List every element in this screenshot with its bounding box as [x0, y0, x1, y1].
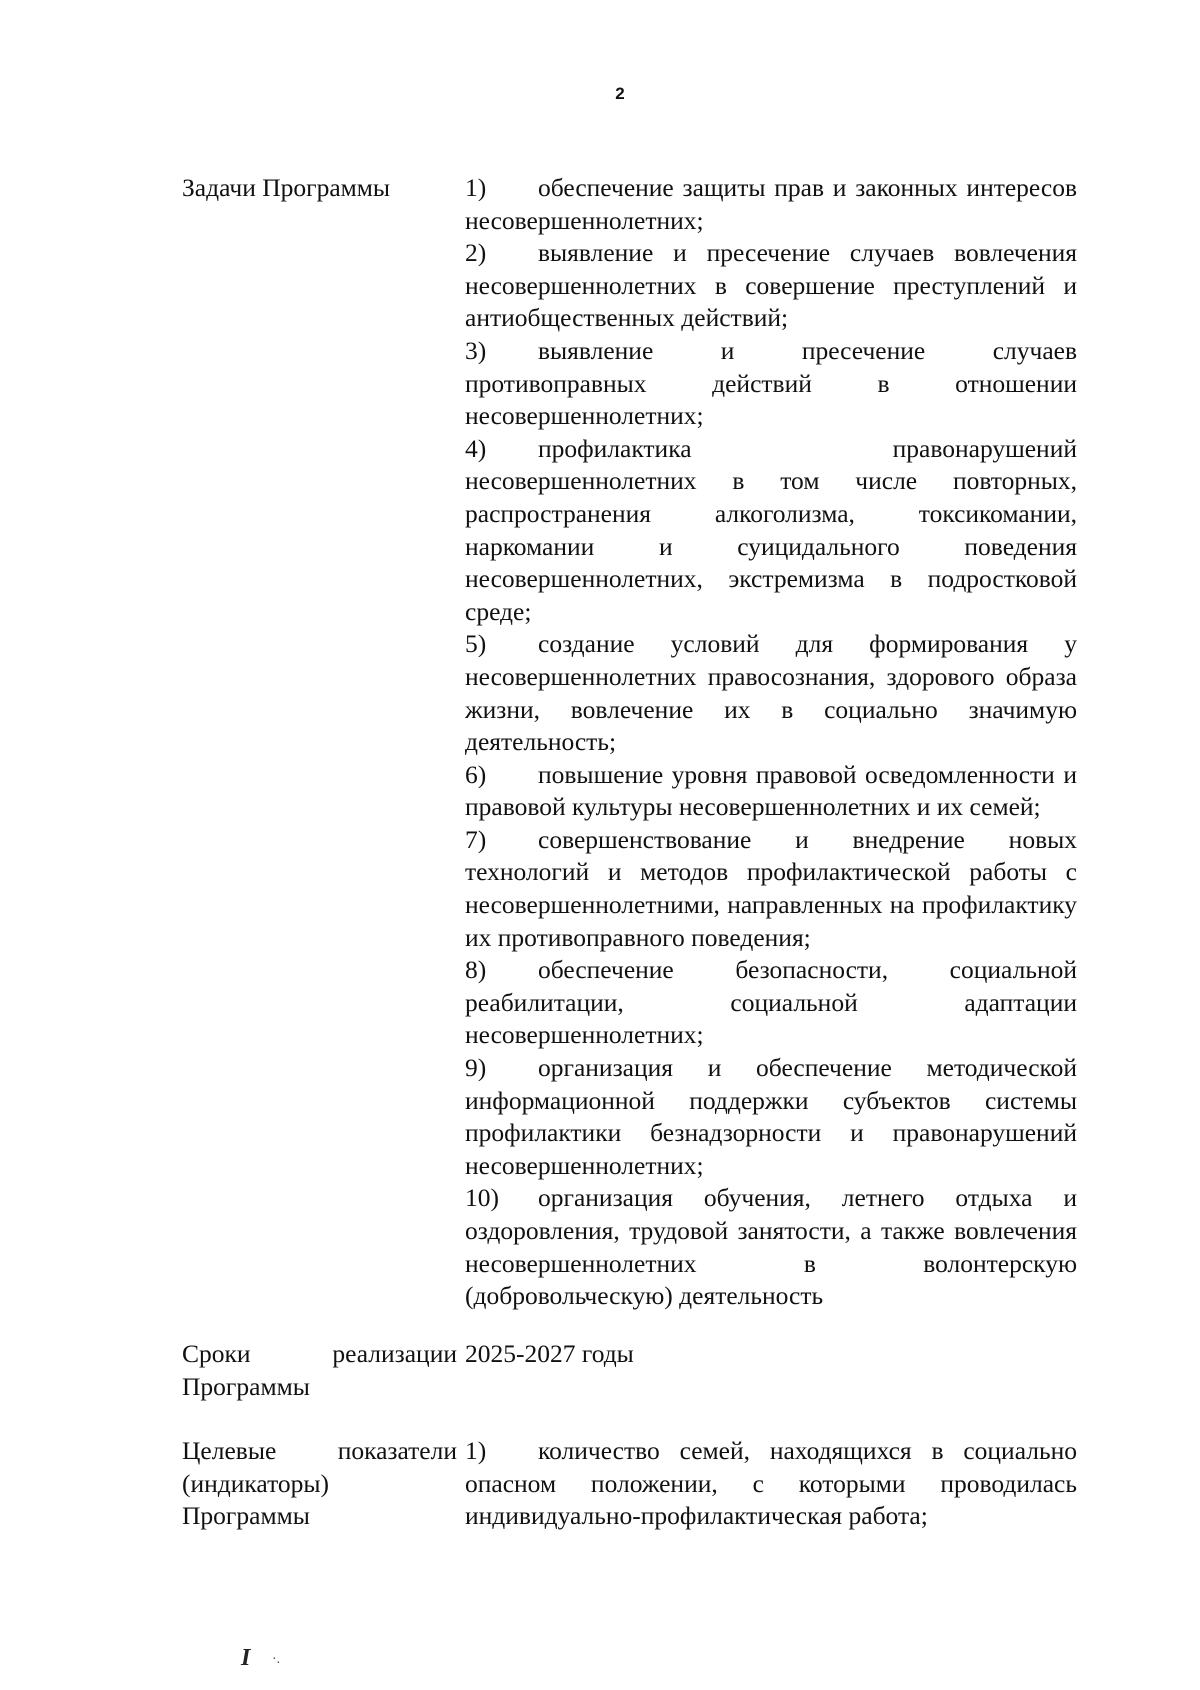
item-number: 7) [465, 824, 487, 854]
list-item [465, 628, 1077, 758]
list-item [465, 237, 1077, 335]
item-text: обеспечение безопасности, социальной реабилитации, социальной адаптации несовершеннолетних; [465, 955, 1077, 1050]
scan-artifact-dots: ·. [272, 1652, 281, 1667]
indicators-label: Целевые показатели (индикаторы) Программы [182, 1436, 457, 1531]
item-text: повышение уровня правовой осведомленности и правовой культуры несовершеннолетних и их семей; [465, 759, 1077, 822]
indicators-section [182, 1435, 1100, 1533]
item-text: обеспечение защиты прав и законных интересов несовершеннолетних; [465, 173, 1077, 235]
tasks-list [465, 172, 1077, 1313]
item-text: организация и обеспечение методической информационной поддержки субъектов системы профилактики безнадзорности и правонарушений несовершеннолетних; [465, 1053, 1077, 1180]
item-text: совершенствование и внедрение новых технологий и методов профилактической работы с несовершеннолетними, направленных на профилактику их противоправного поведения; [465, 824, 1077, 952]
timeline-label: Сроки реализации Программы [182, 1339, 457, 1401]
item-text: профилактика правонарушений несовершеннолетних в том числе повторных, распространения алкоголизма, токсикомании, наркомании и суицидального поведения несовершеннолетних, экстремизма в подростковой среде; [465, 433, 1077, 626]
list-item [465, 172, 1077, 237]
scan-artifact-mark: I [241, 1645, 251, 1671]
item-text: выявление и пресечение случаев вовлечения несовершеннолетних в совершение преступлений и антиобщественных действий; [465, 238, 1077, 333]
list-item [465, 1052, 1077, 1182]
item-number: 8) [465, 955, 487, 985]
page-number: 2 [615, 84, 625, 103]
list-item [465, 759, 1077, 824]
timeline-section [182, 1338, 1100, 1403]
item-number: 1) [465, 1436, 487, 1465]
item-number: 10) [465, 1183, 499, 1213]
tasks-section [182, 172, 1100, 1313]
tasks-label: Задачи Программы [182, 173, 391, 202]
item-number: 6) [465, 759, 487, 789]
item-text: количество семей, находящихся в социально опасном положении, с которыми проводилась индивидуально-профилактическая работа; [465, 1436, 1077, 1531]
item-number: 2) [465, 238, 487, 268]
item-number: 9) [465, 1053, 487, 1083]
item-text: создание условий для формирования у несовершеннолетних правосознания, здорового образа жизни, вовлечение их в социально значимую деятельность; [465, 629, 1077, 757]
item-number: 1) [465, 173, 487, 202]
item-number: 3) [465, 335, 487, 365]
list-item [465, 1435, 1077, 1533]
indicators-list [465, 1435, 1077, 1533]
item-text: организация обучения, летнего отдыха и оздоровления, трудовой занятости, а также вовлечения несовершеннолетних в волонтерскую (добровольческую) деятельность [465, 1183, 1077, 1311]
timeline-value: 2025-2027 годы [465, 1339, 634, 1368]
item-number: 5) [465, 629, 487, 659]
item-number: 4) [465, 433, 487, 463]
list-item [465, 335, 1077, 433]
list-item [465, 1182, 1077, 1312]
list-item [465, 433, 1077, 629]
item-text: выявление и пресечение случаев противоправных действий в отношении несовершеннолетних; [465, 335, 1077, 431]
list-item [465, 824, 1077, 954]
list-item [465, 954, 1077, 1052]
